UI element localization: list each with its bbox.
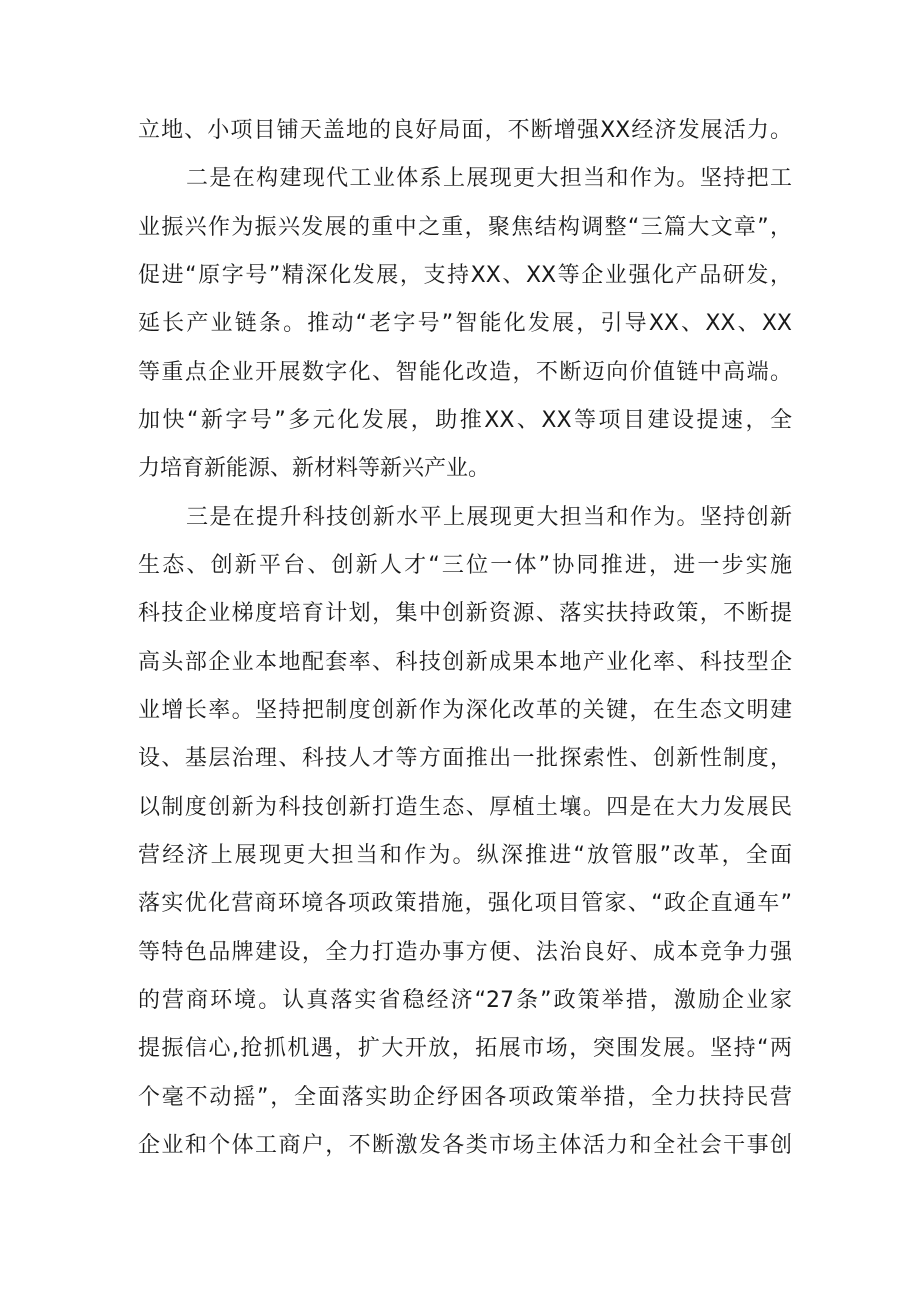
text-line-6: 等重点企业开展数字化、智能化改造，不断迈向价值链中高端。 xyxy=(138,360,792,385)
text-line-21: 个毫不动摇”，全面落实助企纾困各项政策举措，全力扶持民营 xyxy=(138,1085,792,1110)
text-line-19: 的营商环境。认真落实省稳经济“27条”政策举措，激励企业家 xyxy=(138,988,792,1013)
text-line-8: 力培育新能源、新材料等新兴产业。 xyxy=(138,456,491,481)
text-line-15: 以制度创新为科技创新打造生态、厚植土壤。四是在大力发展民 xyxy=(138,795,792,820)
text-line-13: 业增长率。坚持把制度创新作为深化改革的关键，在生态文明建 xyxy=(138,698,792,723)
text-line-5: 延长产业链条。推动“老字号”智能化发展，引导XX、XX、XX xyxy=(138,311,792,336)
text-line-7: 加快“新字号”多元化发展，助推XX、XX等项目建设提速，全 xyxy=(138,408,792,433)
text-line-18: 等特色品牌建设，全力打造办事方便、法治良好、成本竞争力强 xyxy=(138,940,792,965)
text-line-12: 高头部企业本地配套率、科技创新成果本地产业化率、科技型企 xyxy=(138,650,792,675)
text-line-16: 营经济上展现更大担当和作为。纵深推进“放管服”改革，全面 xyxy=(138,843,793,868)
text-line-9: 三是在提升科技创新水平上展现更大担当和作为。坚持创新 xyxy=(186,505,792,530)
text-line-3: 业振兴作为振兴发展的重中之重，聚焦结构调整“三篇大文章”， xyxy=(138,215,792,240)
text-line-22: 企业和个体工商户，不断激发各类市场主体活力和全社会干事创 xyxy=(138,1133,792,1158)
text-line-14: 设、基层治理、科技人才等方面推出一批探索性、创新性制度， xyxy=(138,746,792,771)
text-line-20: 提振信心,抢抓机遇，扩大开放，拓展市场，突围发展。坚持“两 xyxy=(138,1036,792,1061)
text-line-1: 立地、小项目铺天盖地的良好局面，不断增强XX经济发展活力。 xyxy=(138,118,792,143)
text-line-2: 二是在构建现代工业体系上展现更大担当和作为。坚持把工 xyxy=(186,166,792,191)
text-line-11: 科技企业梯度培育计划，集中创新资源、落实扶持政策，不断提 xyxy=(138,601,792,626)
text-line-10: 生态、创新平台、创新人才“三位一体”协同推进，进一步实施 xyxy=(138,553,792,578)
text-line-17: 落实优化营商环境各项政策措施，强化项目管家、“政企直通车” xyxy=(138,891,792,916)
text-line-4: 促进“原字号”精深化发展，支持XX、XX等企业强化产品研发， xyxy=(138,263,792,288)
